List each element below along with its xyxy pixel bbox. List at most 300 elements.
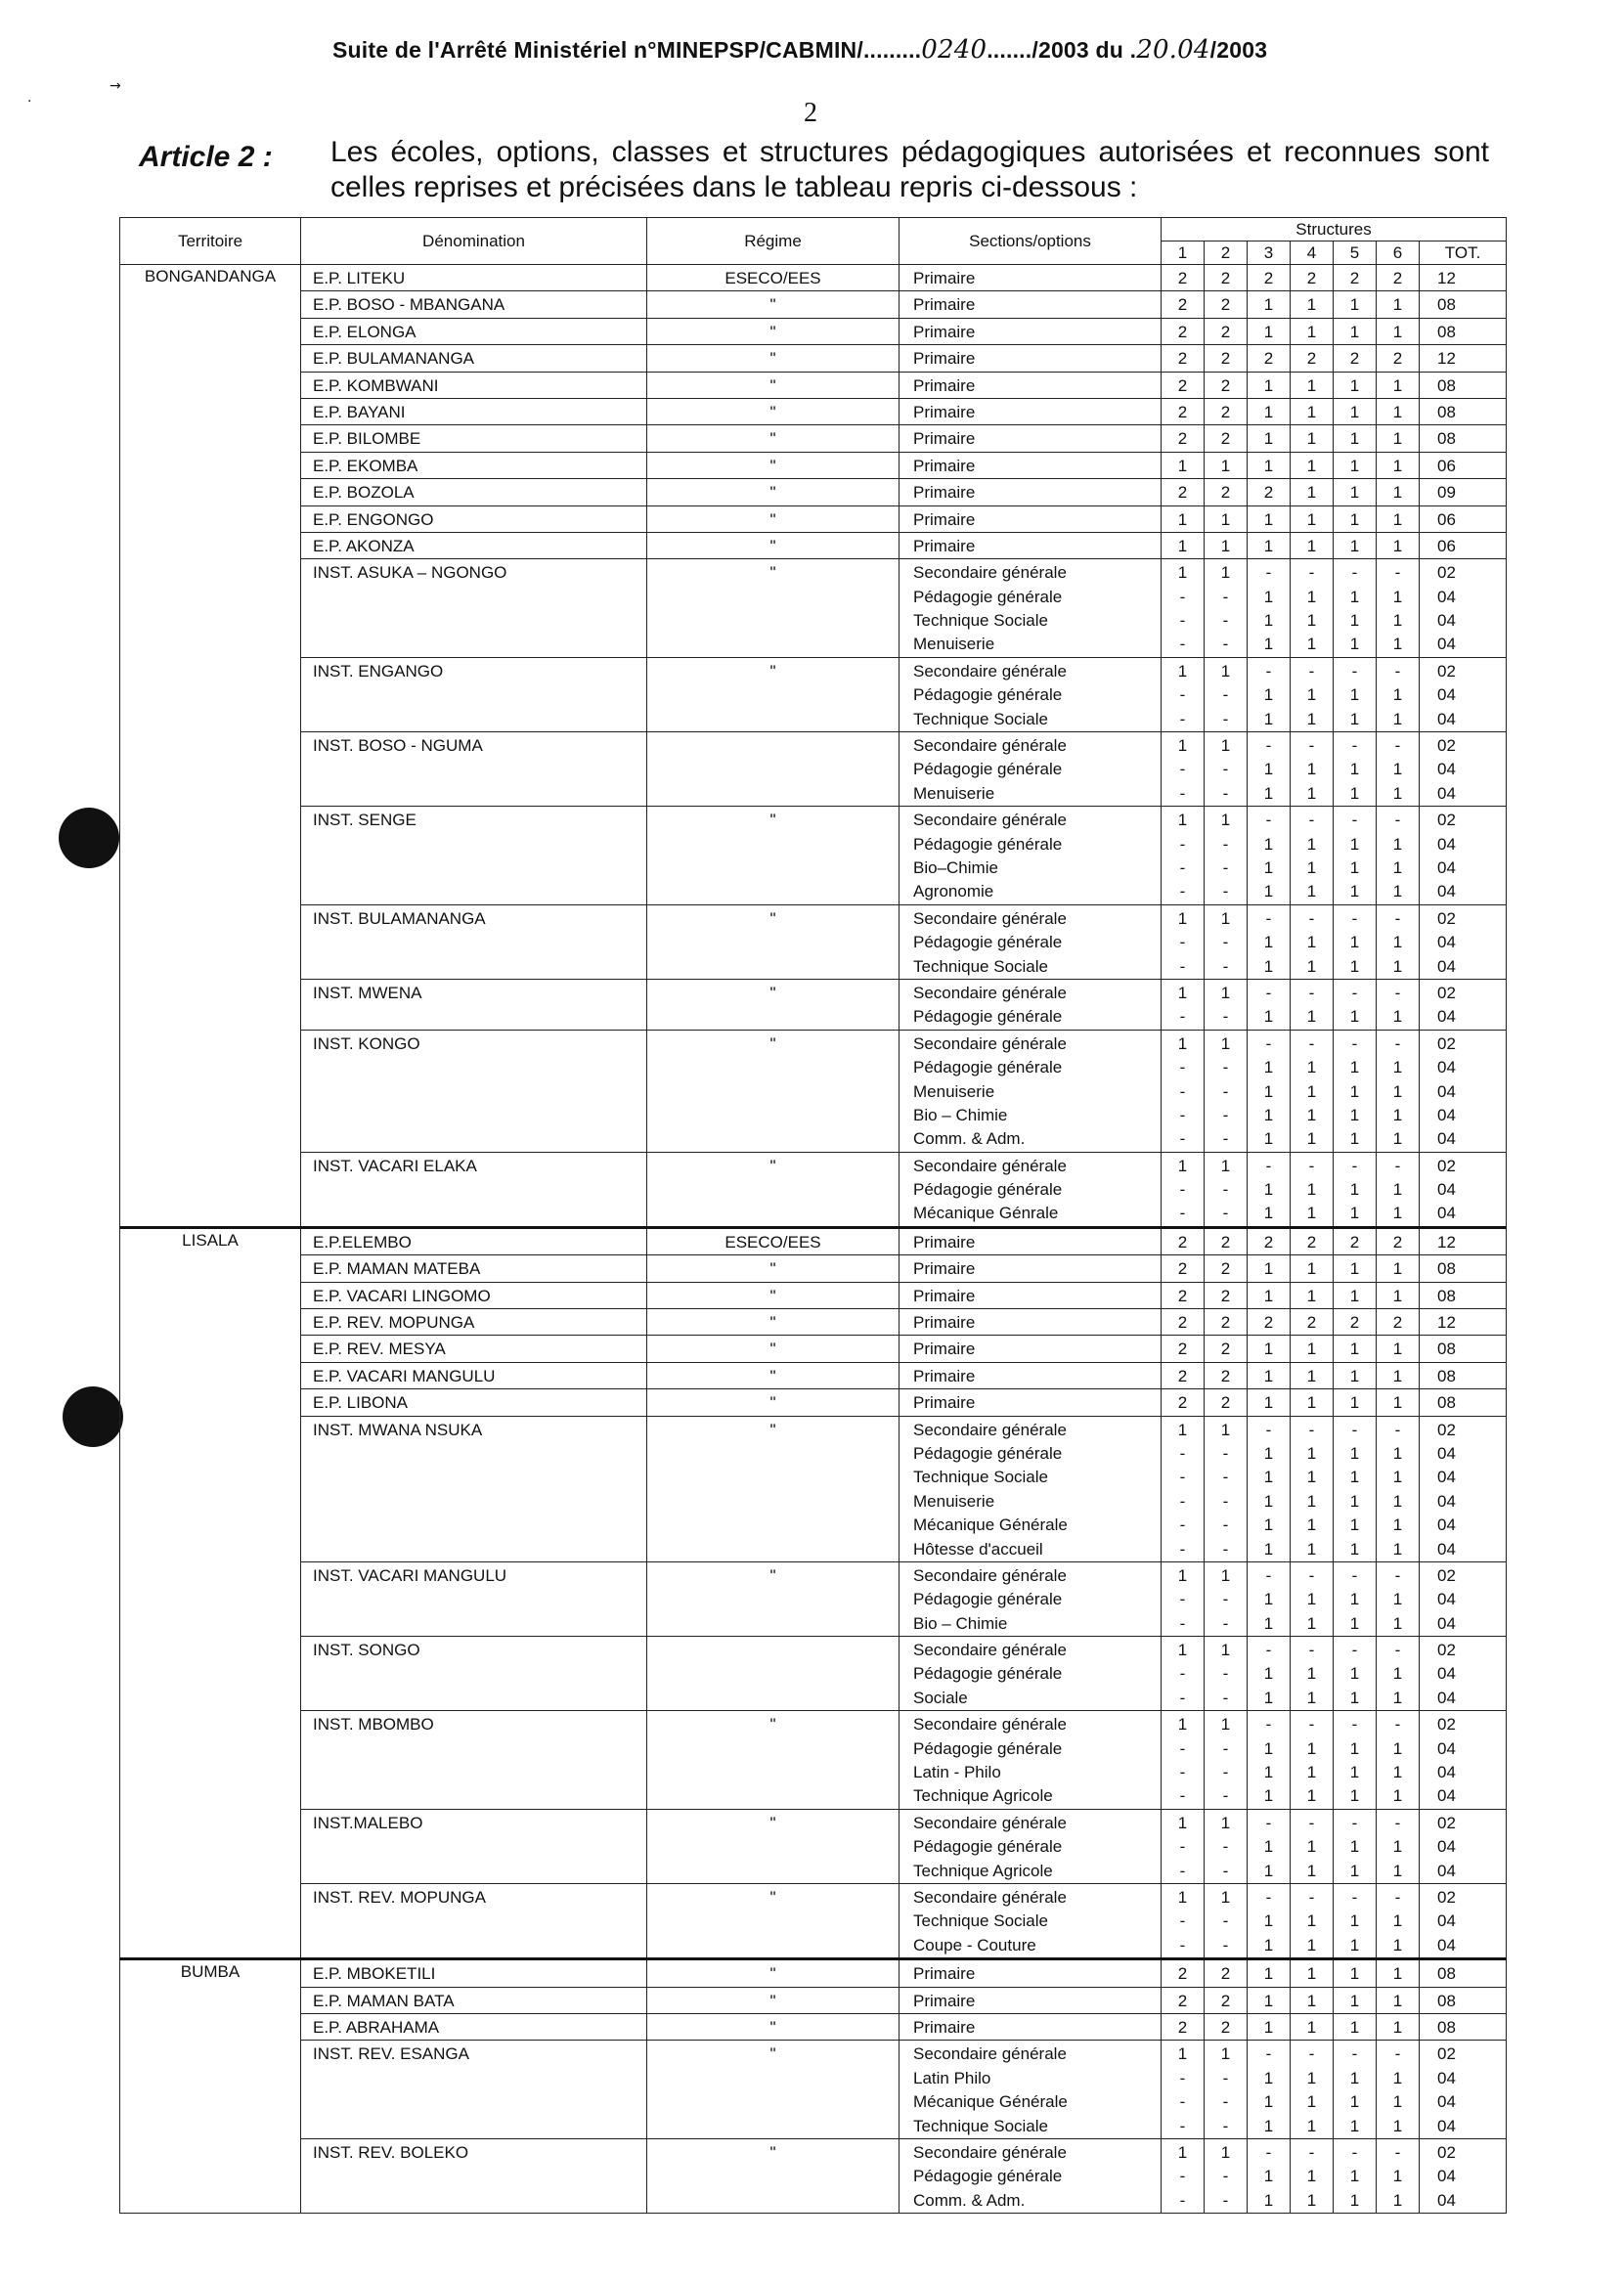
structure-3-cell: [1248, 425, 1291, 452]
section-option-cell: [900, 904, 1162, 979]
structure-2: 1: [1220, 983, 1231, 1002]
structure-2: 2: [1220, 269, 1231, 287]
structure-3: -: [1265, 908, 1272, 928]
table-row: [120, 425, 1507, 452]
structure-3: 1: [1263, 1664, 1274, 1684]
structure-4: -: [1308, 908, 1315, 928]
section-option: Bio – Chimie: [913, 1613, 1008, 1633]
school-name: INST. ENGANGO: [313, 661, 444, 681]
section-option-cell: [900, 425, 1162, 452]
section-option-cell: [900, 559, 1162, 658]
structure-3-cell: [1248, 904, 1291, 979]
structure-5-cell: [1334, 1561, 1377, 1636]
structure-1-cell: [1162, 732, 1205, 807]
structure-5: 1: [1349, 402, 1360, 421]
structure-3-cell: [1248, 505, 1291, 532]
regime-value: ": [769, 295, 776, 315]
structure-2: -: [1222, 1837, 1229, 1857]
structure-4: 1: [1306, 1286, 1317, 1305]
table-row: [120, 732, 1507, 807]
structure-4: 1: [1306, 2092, 1317, 2112]
structure-5-cell: [1334, 2041, 1377, 2139]
structure-6: -: [1394, 1156, 1401, 1175]
structure-3: 1: [1263, 402, 1274, 421]
page-number: 2: [804, 98, 817, 128]
structure-1-cell: [1162, 979, 1205, 1030]
section-option: Secondaire générale: [913, 908, 1067, 928]
table-row: [120, 1389, 1507, 1416]
school-name: E.P. BOSO - MBANGANA: [313, 295, 505, 315]
structure-4: 1: [1306, 1613, 1317, 1633]
structure-5: 1: [1349, 2068, 1360, 2087]
structure-5: 1: [1349, 685, 1360, 705]
structure-1-cell: [1162, 2138, 1205, 2213]
section-option-cell: [900, 1362, 1162, 1388]
structure-6: 1: [1392, 295, 1403, 315]
regime-cell: [647, 1561, 900, 1636]
structure-5: 1: [1349, 1613, 1360, 1633]
section-option-cell: [900, 452, 1162, 478]
structure-2-cell: [1205, 1987, 1248, 2013]
structure-1: -: [1179, 1443, 1186, 1463]
structure-6: 1: [1392, 1688, 1403, 1707]
structure-3-cell: [1248, 1030, 1291, 1152]
regime-value: ": [769, 483, 776, 503]
structure-6: 1: [1392, 857, 1403, 877]
school-name-cell: [301, 265, 647, 291]
structure-2: 1: [1220, 661, 1231, 681]
section-option-cell: [900, 345, 1162, 372]
structure-3-cell: [1248, 1416, 1291, 1561]
regime-cell: [647, 904, 900, 979]
structure-1-cell: [1162, 265, 1205, 291]
structure-1-cell: [1162, 1416, 1205, 1561]
structure-4: 1: [1306, 587, 1317, 606]
structure-3: 1: [1263, 956, 1274, 976]
school-name-cell: [301, 398, 647, 424]
table-row: [120, 318, 1507, 344]
structure-5: -: [1351, 1420, 1358, 1439]
structure-5: 1: [1349, 2167, 1360, 2186]
structure-total: 04: [1437, 1590, 1456, 1609]
structure-6: 1: [1392, 1259, 1403, 1279]
table-header: [120, 218, 1507, 265]
structure-2: -: [1222, 1613, 1229, 1633]
structure-6-cell: [1377, 2138, 1420, 2213]
structure-4: 1: [1306, 760, 1317, 779]
table-row: [120, 1561, 1507, 1636]
structure-total-cell: [1420, 1227, 1507, 1254]
section-option-cell: [900, 1884, 1162, 1959]
structure-4: 1: [1306, 1664, 1317, 1684]
structure-6-cell: [1377, 1362, 1420, 1388]
structure-2: 2: [1220, 1340, 1231, 1359]
school-name-cell: [301, 1884, 647, 1959]
section-option-cell: [900, 1987, 1162, 2013]
structure-2: 2: [1220, 2017, 1231, 2037]
structure-5: 1: [1349, 1105, 1360, 1124]
structure-5-cell: [1334, 2138, 1377, 2213]
structure-total-cell: [1420, 1152, 1507, 1227]
structure-total: 02: [1437, 1888, 1456, 1907]
structure-1: 1: [1177, 908, 1188, 928]
structure-3: 1: [1263, 1613, 1274, 1633]
structure-4-cell: [1291, 2041, 1334, 2139]
structure-1: 1: [1177, 661, 1188, 681]
structure-2-cell: [1205, 1711, 1248, 1810]
structure-4: 1: [1306, 456, 1317, 475]
section-option: Hôtesse d'accueil: [913, 1539, 1043, 1559]
section-option: Pédagogie générale: [913, 1590, 1063, 1609]
structure-total: 04: [1437, 1786, 1456, 1806]
structure-5-cell: [1334, 532, 1377, 558]
regime-value: ": [769, 2142, 776, 2162]
structure-5-cell: [1334, 1152, 1377, 1227]
structure-total-cell: [1420, 1809, 1507, 1883]
structure-6-cell: [1377, 479, 1420, 505]
structure-4: -: [1308, 1156, 1315, 1175]
structure-2: -: [1222, 1443, 1229, 1463]
structure-4: -: [1308, 2044, 1315, 2064]
structure-6: 1: [1392, 1058, 1403, 1077]
structure-3: 1: [1263, 1991, 1274, 2010]
structure-4: 1: [1306, 1058, 1317, 1077]
structure-5-cell: [1334, 1637, 1377, 1711]
school-name-cell: [301, 807, 647, 905]
structure-2: 1: [1220, 563, 1231, 583]
section-option-cell: [900, 398, 1162, 424]
section-option-cell: [900, 1561, 1162, 1636]
structure-5-cell: [1334, 1809, 1377, 1883]
structure-3-cell: [1248, 452, 1291, 478]
structure-total: 04: [1437, 1204, 1456, 1223]
structure-5: 1: [1349, 1861, 1360, 1880]
structure-total-cell: [1420, 2041, 1507, 2139]
structure-2: -: [1222, 1590, 1229, 1609]
structure-1: -: [1179, 1105, 1186, 1124]
structure-4-cell: [1291, 979, 1334, 1030]
structure-6: -: [1394, 1565, 1401, 1585]
regime-value: ": [769, 456, 776, 475]
structure-3: 1: [1263, 882, 1274, 901]
structure-2-cell: [1205, 318, 1248, 344]
structure-6: 1: [1392, 1515, 1403, 1535]
structure-4-cell: [1291, 807, 1334, 905]
structure-4: 1: [1306, 1964, 1317, 1984]
section-option: Comm. & Adm.: [913, 1129, 1026, 1149]
structure-6: 1: [1392, 1964, 1403, 1984]
section-option-cell: [900, 1336, 1162, 1362]
structure-2: 2: [1220, 1393, 1231, 1413]
structure-total: 04: [1437, 685, 1456, 705]
structure-3: -: [1265, 1813, 1272, 1832]
structure-3: -: [1265, 2142, 1272, 2162]
school-name: INST. MWANA NSUKA: [313, 1420, 483, 1439]
structure-total-cell: [1420, 1987, 1507, 2013]
structure-3: 2: [1263, 1313, 1274, 1333]
structure-2: -: [1222, 1180, 1229, 1200]
structure-6: -: [1394, 1641, 1401, 1660]
school-name: E.P. BAYANI: [313, 402, 406, 421]
structure-3: 1: [1263, 1366, 1274, 1385]
structure-1: -: [1179, 1007, 1186, 1027]
section-option-cell: [900, 732, 1162, 807]
header-structure-number: 6: [1377, 242, 1420, 265]
structure-4: 1: [1306, 1340, 1317, 1359]
structure-2: 1: [1220, 1420, 1231, 1439]
structure-4: 1: [1306, 635, 1317, 654]
table-row: [120, 345, 1507, 372]
school-name: E.P. LITEKU: [313, 269, 406, 287]
structure-2: -: [1222, 1129, 1229, 1149]
structure-total: 02: [1437, 908, 1456, 928]
section-option-cell: [900, 1416, 1162, 1561]
structure-1: -: [1179, 1664, 1186, 1684]
structure-6: 1: [1392, 1366, 1403, 1385]
school-name-cell: [301, 732, 647, 807]
section-option: Primaire: [913, 1366, 976, 1385]
structure-5: 1: [1349, 783, 1360, 803]
structure-total: 12: [1437, 1232, 1456, 1252]
regime-cell: [647, 345, 900, 372]
structure-1: 1: [1177, 2142, 1188, 2162]
school-name: E.P. VACARI MANGULU: [313, 1366, 496, 1385]
structure-5: 1: [1349, 1515, 1360, 1535]
structure-3-cell: [1248, 979, 1291, 1030]
structure-3: 2: [1263, 349, 1274, 369]
structure-2: -: [1222, 611, 1229, 631]
regime-cell: [647, 505, 900, 532]
structure-4-cell: [1291, 1711, 1334, 1810]
structure-6: 1: [1392, 611, 1403, 631]
section-option-cell: [900, 1637, 1162, 1711]
structure-1: 2: [1177, 1313, 1188, 1333]
structure-5: 1: [1349, 2092, 1360, 2112]
structure-total: 04: [1437, 834, 1456, 854]
structure-1-cell: [1162, 1809, 1205, 1883]
table-row: [120, 372, 1507, 398]
structure-2: -: [1222, 1007, 1229, 1027]
structure-2: 1: [1220, 908, 1231, 928]
structure-2: -: [1222, 783, 1229, 803]
structure-1: -: [1179, 1688, 1186, 1707]
section-option-cell: [900, 979, 1162, 1030]
structure-6-cell: [1377, 1152, 1420, 1227]
section-option: Pédagogie générale: [913, 1180, 1063, 1200]
structure-1: -: [1179, 2167, 1186, 2186]
structure-total-cell: [1420, 265, 1507, 291]
structure-total-cell: [1420, 1711, 1507, 1810]
structure-1: -: [1179, 1590, 1186, 1609]
structure-total-cell: [1420, 979, 1507, 1030]
structure-6-cell: [1377, 265, 1420, 291]
structure-total-cell: [1420, 1561, 1507, 1636]
structure-total: 06: [1437, 536, 1456, 555]
structure-4: 1: [1306, 834, 1317, 854]
structure-6: 1: [1392, 1613, 1403, 1633]
structure-4-cell: [1291, 1309, 1334, 1336]
structure-4-cell: [1291, 479, 1334, 505]
structure-6-cell: [1377, 1711, 1420, 1810]
structure-3-cell: [1248, 1809, 1291, 1883]
regime-value: [647, 1639, 899, 1662]
structure-2: 2: [1220, 483, 1231, 503]
structure-4-cell: [1291, 1152, 1334, 1227]
structure-2: 1: [1220, 536, 1231, 555]
structure-5: 2: [1349, 1232, 1360, 1252]
structure-1: -: [1179, 1204, 1186, 1223]
school-name: INST. BULAMANANGA: [313, 908, 486, 928]
structure-total: 04: [1437, 1837, 1456, 1857]
structure-5-cell: [1334, 425, 1377, 452]
structure-total: 08: [1437, 402, 1456, 421]
structure-total: 02: [1437, 1156, 1456, 1175]
structure-6: 1: [1392, 1081, 1403, 1101]
structure-total: 02: [1437, 1033, 1456, 1053]
section-option: Latin - Philo: [913, 1763, 1001, 1782]
structure-6-cell: [1377, 1309, 1420, 1336]
regime-value: ": [769, 429, 776, 449]
school-name-cell: [301, 1362, 647, 1388]
structure-total: 04: [1437, 611, 1456, 631]
school-name: E.P. MAMAN MATEBA: [313, 1259, 481, 1279]
structure-5: 1: [1349, 1366, 1360, 1385]
structure-1: 1: [1177, 1888, 1188, 1907]
structure-5: -: [1351, 2142, 1358, 2162]
structure-2-cell: [1205, 2041, 1248, 2139]
section-option-cell: [900, 1309, 1162, 1336]
structure-3: 1: [1263, 456, 1274, 475]
structure-6-cell: [1377, 372, 1420, 398]
structure-1-cell: [1162, 1362, 1205, 1388]
structure-total: 08: [1437, 1286, 1456, 1305]
structure-4-cell: [1291, 1416, 1334, 1561]
structure-5: 2: [1349, 1313, 1360, 1333]
structure-total-cell: [1420, 1362, 1507, 1388]
structure-3: -: [1265, 1420, 1272, 1439]
structure-6: 1: [1392, 956, 1403, 976]
structure-5: 1: [1349, 834, 1360, 854]
structure-6: 1: [1392, 882, 1403, 901]
structure-3: 1: [1263, 1590, 1274, 1609]
structure-3: 2: [1263, 1232, 1274, 1252]
structure-total: 04: [1437, 1664, 1456, 1684]
structure-total: 04: [1437, 1861, 1456, 1880]
structure-4: 1: [1306, 1786, 1317, 1806]
table-row: [120, 979, 1507, 1030]
structure-6: 1: [1392, 1468, 1403, 1487]
structure-1: 1: [1177, 736, 1188, 756]
regime-value: ": [769, 536, 776, 555]
school-name-cell: [301, 1255, 647, 1282]
structure-6: -: [1394, 1420, 1401, 1439]
structure-2: 2: [1220, 1991, 1231, 2010]
structure-3: 1: [1263, 1688, 1274, 1707]
structure-6: -: [1394, 811, 1401, 830]
school-name: E.P. ELONGA: [313, 322, 417, 341]
table-row: [120, 1362, 1507, 1388]
structure-2: -: [1222, 1763, 1229, 1782]
structure-3: 1: [1263, 1259, 1274, 1279]
regime-cell: [647, 1152, 900, 1227]
structure-4: -: [1308, 1888, 1315, 1907]
structure-2: -: [1222, 1081, 1229, 1101]
section-option-cell: [900, 2013, 1162, 2040]
structure-5: -: [1351, 1715, 1358, 1735]
section-option: Pédagogie générale: [913, 933, 1063, 952]
structure-4: 1: [1306, 1491, 1317, 1511]
section-option: Pédagogie générale: [913, 1058, 1063, 1077]
header-structure-number: 4: [1291, 242, 1334, 265]
structure-4: -: [1308, 983, 1315, 1002]
structure-5: 1: [1349, 509, 1360, 529]
table-row: [120, 1309, 1507, 1336]
structure-1: -: [1179, 1515, 1186, 1535]
structure-6: 1: [1392, 1204, 1403, 1223]
structure-4: 1: [1306, 933, 1317, 952]
table-body: [120, 265, 1507, 2214]
structure-total: 04: [1437, 1539, 1456, 1559]
punch-hole: [63, 1386, 123, 1447]
school-name: E.P. ABRAHAMA: [313, 2017, 440, 2037]
structure-1: 2: [1177, 1340, 1188, 1359]
structure-total: 04: [1437, 1443, 1456, 1463]
structure-4: 1: [1306, 375, 1317, 395]
structure-6: -: [1394, 908, 1401, 928]
structure-1-cell: [1162, 1282, 1205, 1308]
structure-4-cell: [1291, 532, 1334, 558]
regime-value: ": [769, 1156, 776, 1175]
structure-2: -: [1222, 882, 1229, 901]
structure-6-cell: [1377, 904, 1420, 979]
structure-2: -: [1222, 1539, 1229, 1559]
structure-4-cell: [1291, 1255, 1334, 1282]
structure-4: 1: [1306, 322, 1317, 341]
structure-total-cell: [1420, 1884, 1507, 1959]
school-name-cell: [301, 1389, 647, 1416]
structure-3: 2: [1263, 483, 1274, 503]
section-option: Primaire: [913, 1340, 976, 1359]
section-option: Primaire: [913, 1286, 976, 1305]
structure-6: 1: [1392, 2116, 1403, 2135]
handwritten-decree-date: 20.04: [1136, 35, 1210, 65]
structure-3: 1: [1263, 1204, 1274, 1223]
structure-total-cell: [1420, 1389, 1507, 1416]
table-row: [120, 1809, 1507, 1883]
structure-2: -: [1222, 635, 1229, 654]
structure-3-cell: [1248, 2138, 1291, 2213]
regime-cell: [647, 1227, 900, 1254]
handwritten-decree-number: 0240: [921, 35, 988, 65]
regime-value: ": [769, 1991, 776, 2010]
structure-total: 04: [1437, 1180, 1456, 1200]
section-option: Primaire: [913, 483, 976, 503]
school-name: INST. SENGE: [313, 811, 417, 830]
structure-4-cell: [1291, 265, 1334, 291]
regime-value: ": [769, 563, 776, 583]
section-option: Technique Sociale: [913, 2116, 1048, 2135]
structure-total-cell: [1420, 398, 1507, 424]
structure-2: -: [1222, 2092, 1229, 2112]
section-option: Primaire: [913, 1232, 976, 1252]
structure-4-cell: [1291, 1227, 1334, 1254]
section-option: Pédagogie générale: [913, 1738, 1063, 1758]
structure-5: 1: [1349, 1393, 1360, 1413]
regime-value: ": [769, 1393, 776, 1413]
regime-cell: [647, 425, 900, 452]
structure-4: 1: [1306, 1539, 1317, 1559]
regime-cell: [647, 265, 900, 291]
